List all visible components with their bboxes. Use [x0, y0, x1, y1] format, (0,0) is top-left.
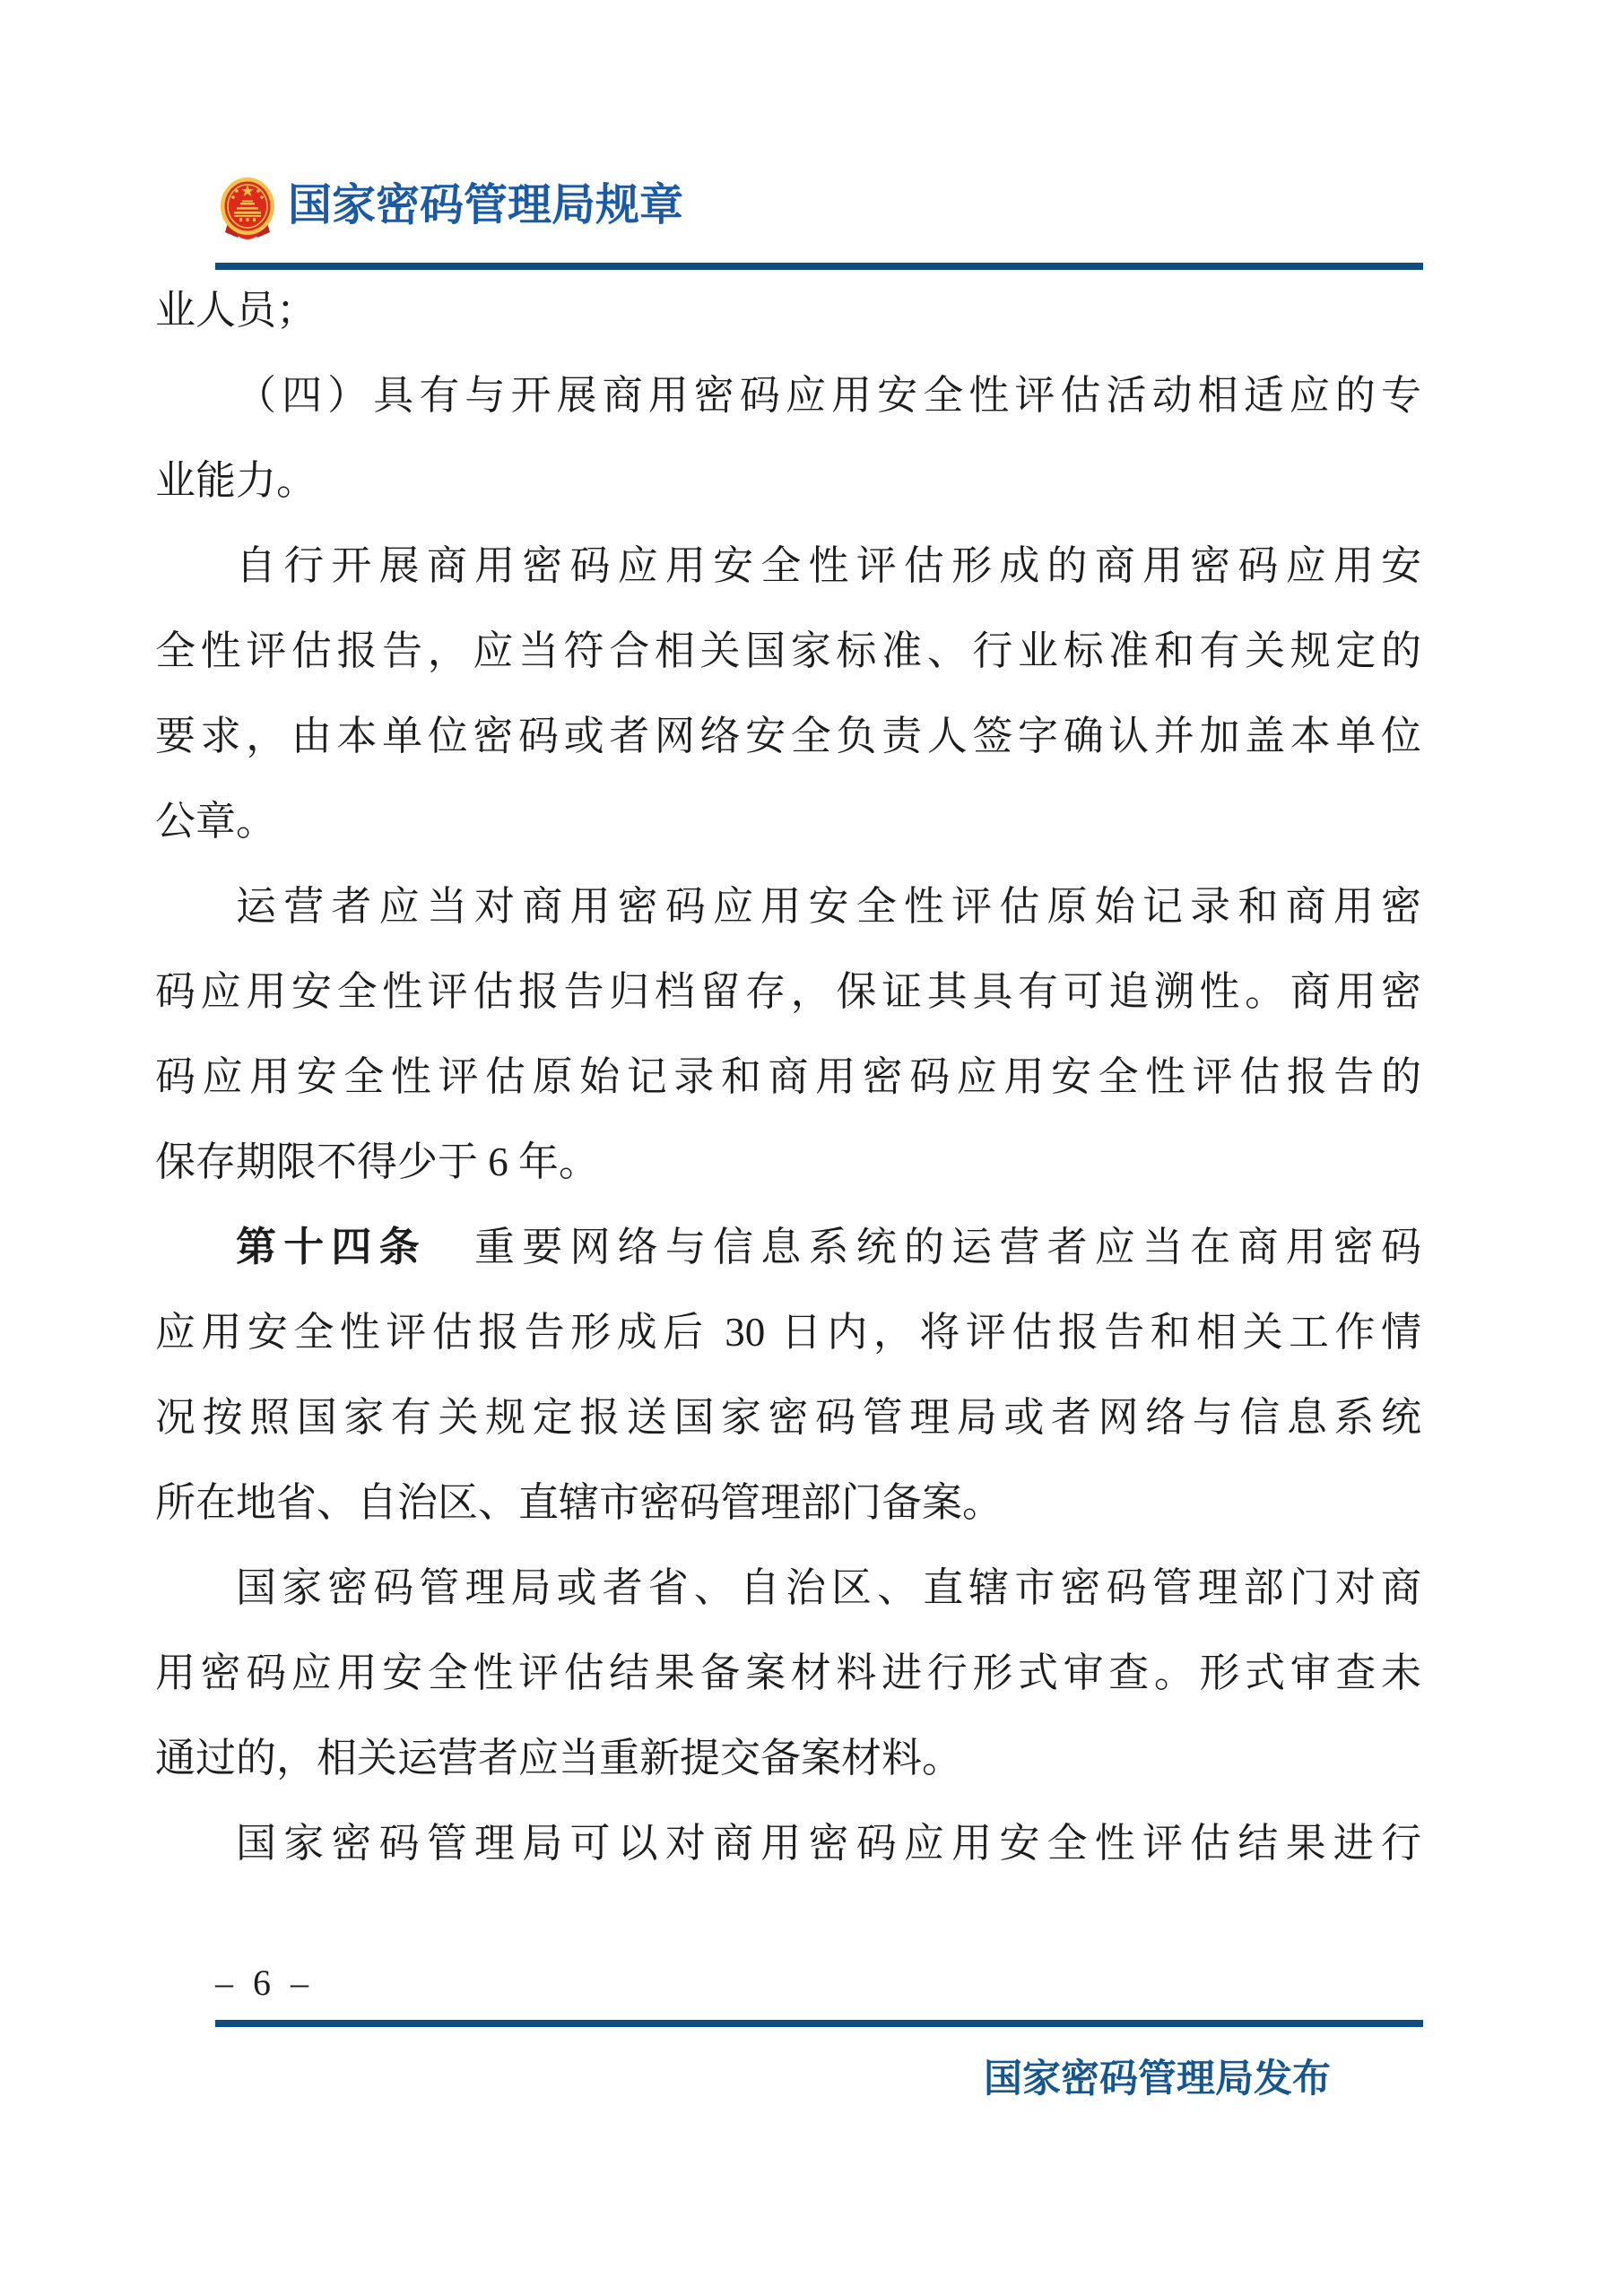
body-line: 用密码应用安全性评估结果备案材料进行形式审查。形式审查未: [155, 1651, 1421, 1695]
body-text: [155, 268, 1421, 1886]
footer-rule: [215, 2020, 1423, 2027]
body-line: 通过的，相关运营者应当重新提交备案材料。: [155, 1736, 963, 1780]
footer-publisher: 国家密码管理局发布: [984, 2058, 1331, 2101]
article-text: 重要网络与信息系统的运营者应当在商用密码: [426, 1225, 1421, 1269]
body-line-article-14: [155, 1205, 1421, 1290]
body-line: 运营者应当对商用密码应用安全性评估原始记录和商用密: [236, 884, 1421, 929]
body-line: 码应用安全性评估原始记录和商用密码应用安全性评估报告的: [155, 1054, 1421, 1099]
page-number: – 6 –: [215, 1962, 314, 2003]
article-number: 第十四条: [236, 1225, 427, 1269]
body-line: 要求，由本单位密码或者网络安全负责人签字确认并加盖本单位: [155, 714, 1421, 758]
body-line: 自行开展商用密码应用安全性评估形成的商用密码应用安: [236, 543, 1421, 588]
body-line: 码应用安全性评估报告归档留存，保证其具有可追溯性。商用密: [155, 969, 1421, 1014]
body-line: 保存期限不得少于 6 年。: [155, 1139, 600, 1184]
body-line: 所在地省、自治区、直辖市密码管理部门备案。: [155, 1480, 1003, 1525]
body-line: 应用安全性评估报告形成后 30 日内，将评估报告和相关工作情: [155, 1310, 1421, 1355]
china-national-emblem-icon: [220, 177, 275, 241]
page-header-title: 国家密码管理局规章: [288, 180, 684, 230]
body-line: （四）具有与开展商用密码应用安全性评估活动相适应的专: [236, 373, 1421, 418]
body-line: 况按照国家有关规定报送国家密码管理局或者网络与信息系统: [155, 1395, 1421, 1440]
body-line: 国家密码管理局可以对商用密码应用安全性评估结果进行: [236, 1821, 1421, 1866]
body-line: 公章。: [155, 799, 277, 844]
body-line: 全性评估报告，应当符合相关国家标准、行业标准和有关规定的: [155, 628, 1421, 673]
body-line: 业人员；: [155, 288, 317, 333]
body-line: 业能力。: [155, 458, 317, 503]
body-line: 国家密码管理局或者省、自治区、直辖市密码管理部门对商: [236, 1565, 1421, 1610]
